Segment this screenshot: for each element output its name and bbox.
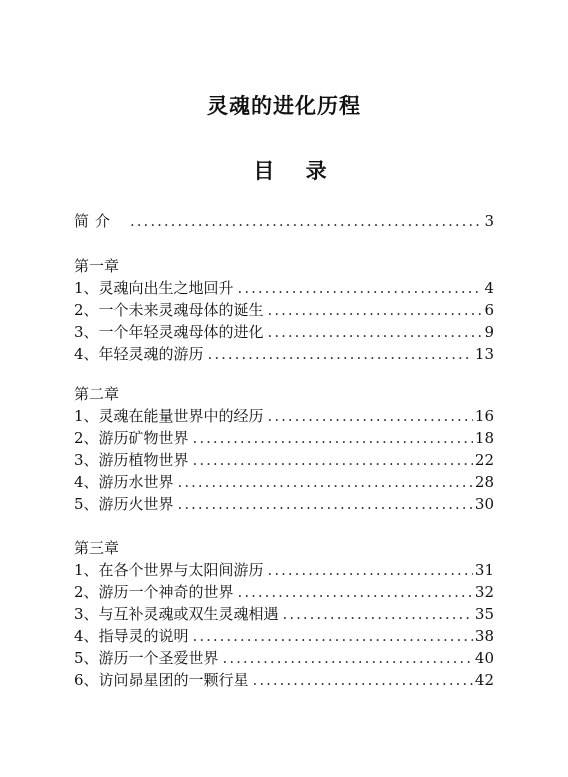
toc-entry[interactable] — [74, 343, 494, 365]
toc-entry-label: 1、灵魂在能量世界中的经历 — [74, 407, 264, 425]
toc-entry[interactable] — [74, 449, 494, 471]
toc-entry[interactable] — [74, 669, 494, 691]
toc-entry-label: 6、访问昴星团的一颗行星 — [74, 671, 249, 689]
toc-entry-label: 1、在各个世界与太阳间游历 — [74, 561, 264, 579]
toc-entry[interactable] — [74, 299, 494, 321]
toc-entry-label: 3、与互补灵魂或双生灵魂相遇 — [74, 605, 279, 623]
toc-chapter-2 — [74, 383, 494, 515]
toc-entry[interactable] — [74, 603, 494, 625]
toc-entry-page: 22 — [474, 451, 494, 469]
toc-entry-page: 31 — [474, 561, 494, 579]
toc-chapter-3 — [74, 537, 494, 691]
toc-entry-page: 6 — [484, 301, 494, 319]
toc-entry-page: 13 — [474, 345, 494, 363]
toc-entry[interactable] — [74, 471, 494, 493]
toc-entry-page: 16 — [474, 407, 494, 425]
toc-chapter-1 — [74, 255, 494, 365]
dot-leader — [130, 210, 482, 232]
dot-leader — [208, 343, 473, 365]
chapter-title: 第三章 — [74, 539, 120, 557]
toc-entry-label: 1、灵魂向出生之地回升 — [74, 279, 234, 297]
toc-entry[interactable] — [74, 321, 494, 343]
toc-entry-label: 4、年轻灵魂的游历 — [74, 345, 204, 363]
dot-leader — [193, 449, 473, 471]
toc-entry-label: 2、游历矿物世界 — [74, 429, 189, 447]
toc-entry-page: 9 — [484, 323, 494, 341]
toc-entry-page: 18 — [474, 429, 494, 447]
toc-entry-page: 38 — [474, 627, 494, 645]
dot-leader — [223, 647, 473, 669]
dot-leader — [253, 669, 473, 691]
dot-leader — [178, 471, 473, 493]
dot-leader — [268, 299, 483, 321]
document-title: 灵魂的进化历程 — [207, 94, 361, 118]
dot-leader — [268, 559, 473, 581]
toc-entry-intro[interactable] — [74, 210, 494, 232]
toc-entry-label: 3、游历植物世界 — [74, 451, 189, 469]
toc-entry-page: 42 — [474, 671, 494, 689]
toc-entry-page: 4 — [484, 279, 494, 297]
toc-entry-label: 5、游历火世界 — [74, 495, 174, 513]
dot-leader — [268, 405, 473, 427]
chapter-title: 第二章 — [74, 385, 120, 403]
toc-entry-page: 28 — [474, 473, 494, 491]
toc-entry-label: 3、一个年轻灵魂母体的进化 — [74, 323, 264, 341]
toc-entry-page: 35 — [474, 605, 494, 623]
toc-entry-label: 简介 — [74, 212, 117, 230]
dot-leader — [238, 581, 473, 603]
dot-leader — [193, 427, 473, 449]
toc-entry[interactable] — [74, 277, 494, 299]
toc-entry-page: 40 — [474, 649, 494, 667]
toc-entry-label: 2、一个未来灵魂母体的诞生 — [74, 301, 264, 319]
dot-leader — [193, 625, 473, 647]
toc-entry[interactable] — [74, 427, 494, 449]
dot-leader — [268, 321, 483, 343]
toc-entry[interactable] — [74, 647, 494, 669]
toc-entry-page: 32 — [474, 583, 494, 601]
toc-entry[interactable] — [74, 493, 494, 515]
toc-entry[interactable] — [74, 405, 494, 427]
chapter-title: 第一章 — [74, 257, 120, 275]
toc-entry-label: 2、游历一个神奇的世界 — [74, 583, 234, 601]
dot-leader — [178, 493, 473, 515]
toc-intro — [74, 210, 494, 232]
toc-heading: 目 录 — [253, 159, 339, 183]
toc-entry[interactable] — [74, 559, 494, 581]
dot-leader — [283, 603, 473, 625]
toc-entry-label: 4、指导灵的说明 — [74, 627, 189, 645]
toc-entry-page: 30 — [474, 495, 494, 513]
toc-entry[interactable] — [74, 581, 494, 603]
toc-entry-label: 4、游历水世界 — [74, 473, 174, 491]
toc-entry-label: 5、游历一个圣爱世界 — [74, 649, 219, 667]
toc-entry-page: 3 — [484, 212, 494, 230]
toc-entry[interactable] — [74, 625, 494, 647]
dot-leader — [238, 277, 483, 299]
